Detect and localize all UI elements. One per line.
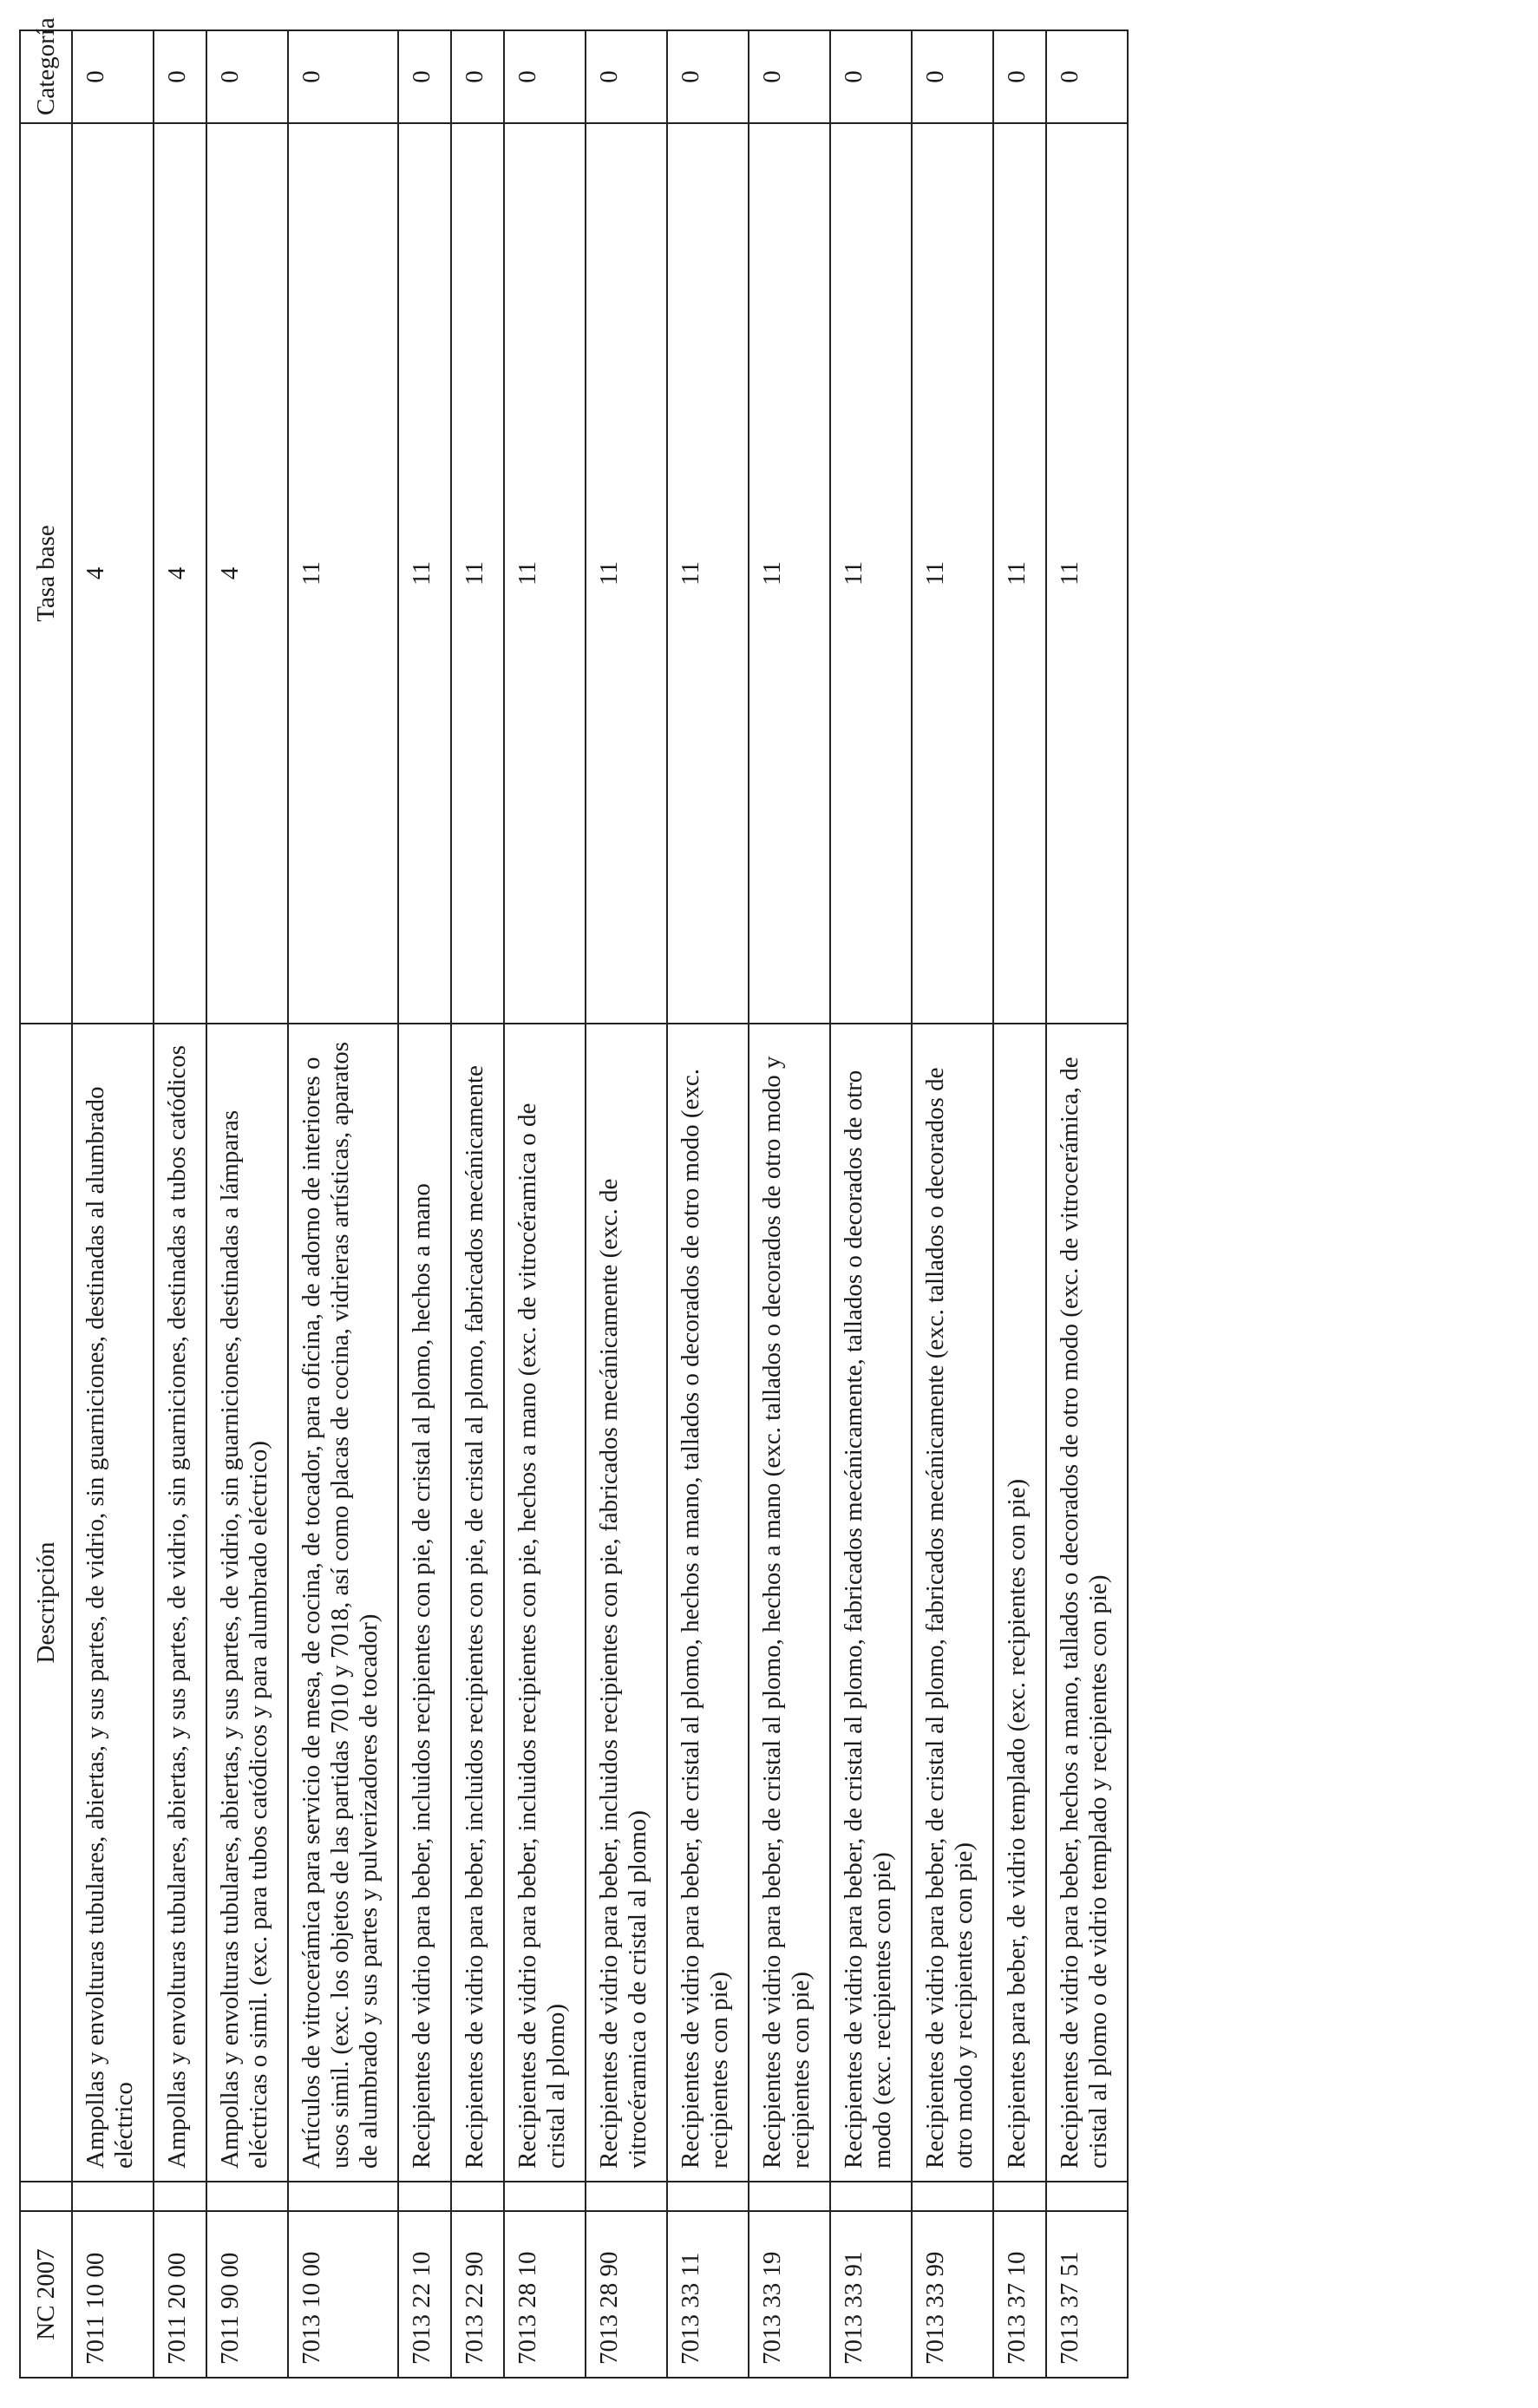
category-cell: 0 bbox=[667, 30, 749, 123]
description-cell: Ampollas y envolturas tubulares, abiertas, y sus partes, de vidrio, sin guarniciones, destinadas a lámparas eléctricas o simil. (exc. para tubos catódicos y para alumbrado eléctrico) bbox=[206, 1024, 288, 2182]
table-row bbox=[993, 30, 1046, 2378]
spacer-cell bbox=[154, 2182, 206, 2211]
code-cell: 7013 33 19 bbox=[749, 2211, 830, 2378]
description-cell: Artículos de vitrocerámica para servicio de mesa, de cocina, de tocador, para oficina, de adorno de interiores o usos simil. (exc. los objetos de las partidas 7010 y 7018, así como placas de cocina, vidrieras artísticas, aparatos de alumbrado y sus partes y pulverizadores de tocador) bbox=[288, 1024, 398, 2182]
description-cell: Recipientes para beber, de vidrio templado (exc. recipientes con pie) bbox=[993, 1024, 1046, 2182]
rate-cell: 11 bbox=[993, 123, 1046, 1024]
spacer-cell bbox=[206, 2182, 288, 2211]
category-cell: 0 bbox=[504, 30, 586, 123]
category-cell: 0 bbox=[830, 30, 912, 123]
category-cell: 0 bbox=[451, 30, 504, 123]
spacer-cell bbox=[451, 2182, 504, 2211]
spacer-cell bbox=[288, 2182, 398, 2211]
table-row bbox=[504, 30, 586, 2378]
table-row bbox=[830, 30, 912, 2378]
code-cell: 7013 22 90 bbox=[451, 2211, 504, 2378]
category-cell: 0 bbox=[993, 30, 1046, 123]
spacer-cell bbox=[586, 2182, 667, 2211]
category-cell: 0 bbox=[206, 30, 288, 123]
table-row bbox=[154, 30, 206, 2378]
header-row bbox=[20, 30, 72, 2378]
category-cell: 0 bbox=[912, 30, 993, 123]
description-cell: Recipientes de vidrio para beber, de cristal al plomo, hechos a mano, tallados o decorados de otro modo (exc. recipientes con pie) bbox=[667, 1024, 749, 2182]
code-cell: 7013 37 10 bbox=[993, 2211, 1046, 2378]
table-body bbox=[72, 30, 1128, 2378]
code-cell: 7013 28 10 bbox=[504, 2211, 586, 2378]
header-category: Categoría bbox=[20, 30, 72, 123]
table-row bbox=[667, 30, 749, 2378]
code-cell: 7011 90 00 bbox=[206, 2211, 288, 2378]
code-cell: 7013 33 99 bbox=[912, 2211, 993, 2378]
category-cell: 0 bbox=[398, 30, 451, 123]
rate-cell: 11 bbox=[912, 123, 993, 1024]
table-row bbox=[749, 30, 830, 2378]
spacer-cell bbox=[830, 2182, 912, 2211]
code-cell: 7013 37 51 bbox=[1046, 2211, 1128, 2378]
rate-cell: 11 bbox=[749, 123, 830, 1024]
category-cell: 0 bbox=[288, 30, 398, 123]
category-cell: 0 bbox=[1046, 30, 1128, 123]
header-rate: Tasa base bbox=[20, 123, 72, 1024]
table-row bbox=[288, 30, 398, 2378]
header-description: Descripción bbox=[20, 1024, 72, 2182]
spacer-cell bbox=[993, 2182, 1046, 2211]
description-cell: Recipientes de vidrio para beber, hechos a mano, tallados o decorados de otro modo (exc. de vitrocerámica, de cristal al plomo o de vidrio templado y recipientes con pie) bbox=[1046, 1024, 1128, 2182]
tariff-table bbox=[19, 17, 1129, 2379]
description-cell: Recipientes de vidrio para beber, de cristal al plomo, hechos a mano (exc. tallados o decorados de otro modo y recipientes con pie) bbox=[749, 1024, 830, 2182]
rate-cell: 11 bbox=[1046, 123, 1128, 1024]
description-cell: Recipientes de vidrio para beber, incluidos recipientes con pie, de cristal al plomo, fabricados mecánicamente bbox=[451, 1024, 504, 2182]
category-cell: 0 bbox=[749, 30, 830, 123]
rate-cell: 4 bbox=[72, 123, 154, 1024]
code-cell: 7013 10 00 bbox=[288, 2211, 398, 2378]
spacer-cell bbox=[72, 2182, 154, 2211]
spacer-cell bbox=[1046, 2182, 1128, 2211]
description-cell: Ampollas y envolturas tubulares, abiertas, y sus partes, de vidrio, sin guarniciones, destinadas a tubos catódicos bbox=[154, 1024, 206, 2182]
description-cell: Ampollas y envolturas tubulares, abiertas, y sus partes, de vidrio, sin guarniciones, destinadas al alumbrado eléctrico bbox=[72, 1024, 154, 2182]
code-cell: 7013 33 11 bbox=[667, 2211, 749, 2378]
spacer-cell bbox=[912, 2182, 993, 2211]
code-cell: 7013 22 10 bbox=[398, 2211, 451, 2378]
spacer-cell bbox=[667, 2182, 749, 2211]
description-cell: Recipientes de vidrio para beber, incluidos recipientes con pie, hechos a mano (exc. de vitrocéramica o de cristal al plomo) bbox=[504, 1024, 586, 2182]
table-row bbox=[1046, 30, 1128, 2378]
header-code: NC 2007 bbox=[20, 2211, 72, 2378]
description-cell: Recipientes de vidrio para beber, de cristal al plomo, fabricados mecánicamente, tallados o decorados de otro modo (exc. recipientes con pie) bbox=[830, 1024, 912, 2182]
spacer-cell bbox=[504, 2182, 586, 2211]
rate-cell: 11 bbox=[398, 123, 451, 1024]
rate-cell: 4 bbox=[154, 123, 206, 1024]
description-cell: Recipientes de vidrio para beber, de cristal al plomo, fabricados mecánicamente (exc. tallados o decorados de otro modo y recipientes con pie) bbox=[912, 1024, 993, 2182]
code-cell: 7011 20 00 bbox=[154, 2211, 206, 2378]
category-cell: 0 bbox=[72, 30, 154, 123]
header-spacer bbox=[20, 2182, 72, 2211]
rate-cell: 11 bbox=[288, 123, 398, 1024]
rate-cell: 11 bbox=[451, 123, 504, 1024]
rate-cell: 11 bbox=[667, 123, 749, 1024]
category-cell: 0 bbox=[154, 30, 206, 123]
description-cell: Recipientes de vidrio para beber, incluidos recipientes con pie, de cristal al plomo, hechos a mano bbox=[398, 1024, 451, 2182]
code-cell: 7011 10 00 bbox=[72, 2211, 154, 2378]
table-row bbox=[451, 30, 504, 2378]
spacer-cell bbox=[398, 2182, 451, 2211]
rate-cell: 11 bbox=[504, 123, 586, 1024]
rate-cell: 11 bbox=[586, 123, 667, 1024]
rate-cell: 4 bbox=[206, 123, 288, 1024]
description-cell: Recipientes de vidrio para beber, incluidos recipientes con pie, fabricados mecánicamente (exc. de vitrocéramica o de cristal al plomo) bbox=[586, 1024, 667, 2182]
category-cell: 0 bbox=[586, 30, 667, 123]
table-row bbox=[72, 30, 154, 2378]
table-row bbox=[912, 30, 993, 2378]
table-row bbox=[586, 30, 667, 2378]
table-row bbox=[206, 30, 288, 2378]
rate-cell: 11 bbox=[830, 123, 912, 1024]
code-cell: 7013 33 91 bbox=[830, 2211, 912, 2378]
table-row bbox=[398, 30, 451, 2378]
spacer-cell bbox=[749, 2182, 830, 2211]
code-cell: 7013 28 90 bbox=[586, 2211, 667, 2378]
